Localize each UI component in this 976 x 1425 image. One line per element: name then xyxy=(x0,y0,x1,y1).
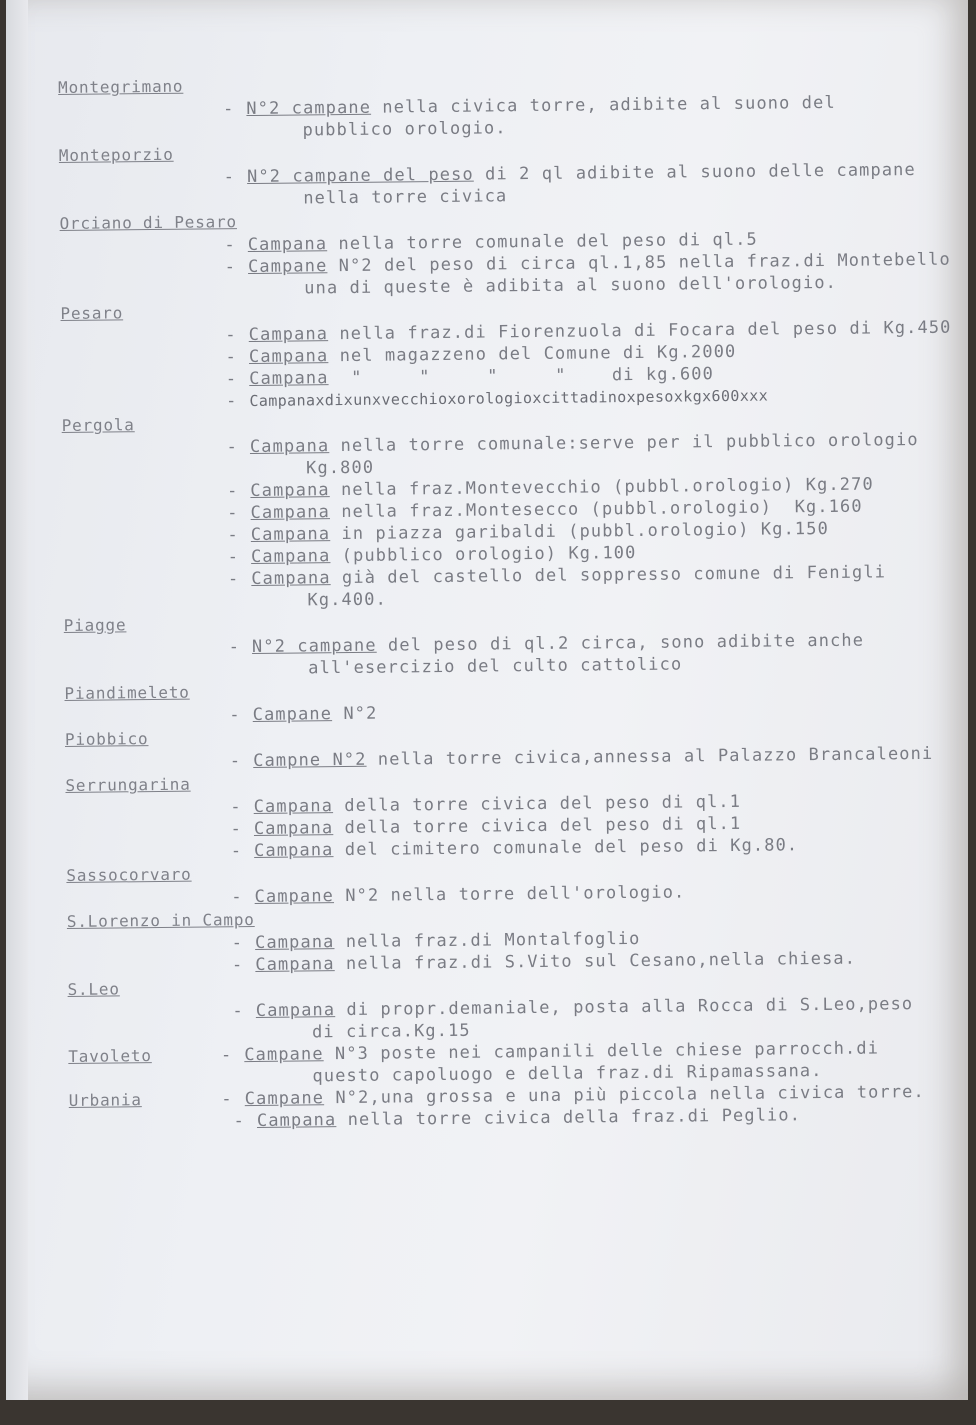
entry-keyword: Campane xyxy=(244,1088,325,1110)
list-item xyxy=(64,672,974,728)
entry-keyword: Campana xyxy=(249,368,329,390)
place-name: Pergola xyxy=(61,415,135,435)
list-item xyxy=(58,66,969,144)
entry-keyword: Campana xyxy=(253,796,334,817)
dash-marker: - xyxy=(227,525,239,546)
entry-description: del cimitero comunale del peso di Kg.80. xyxy=(333,835,799,861)
entry-continuation: all'esercizio del culto cattolico xyxy=(308,654,683,679)
place-name: Sassocorvaro xyxy=(66,864,192,885)
dash-marker: - xyxy=(228,637,241,658)
place-name: Piobbico xyxy=(64,729,149,749)
place-name: Orciano di Pesaro xyxy=(59,212,237,233)
list-item xyxy=(69,1080,976,1134)
dash-marker: - xyxy=(230,841,243,862)
entry-keyword: Campne N°2 xyxy=(253,749,367,771)
list-item xyxy=(65,718,975,774)
dash-marker: - xyxy=(220,1045,233,1066)
entry-description: di propr.demaniale, posta alla Rocca di S.Leo,peso xyxy=(335,994,914,1021)
dash-marker: - xyxy=(233,1111,246,1132)
entry-description: N°2,una grossa e una più piccola nella civica torre. xyxy=(323,1081,925,1109)
entry-description: (pubblico orologio) Kg.100 xyxy=(330,542,637,567)
dash-marker: - xyxy=(226,481,239,502)
entry-keyword: Campana xyxy=(249,436,330,458)
entry-description: nel magazzeno del Comune di Kg.2000 xyxy=(328,341,737,367)
entry-description: nella fraz.di Montalfoglio xyxy=(334,928,641,953)
entry-description: nella fraz.Montevecchio (pubbl.orologio) Kg.270 xyxy=(329,474,874,501)
list-item xyxy=(62,404,974,614)
dash-marker: - xyxy=(221,1089,233,1110)
entry-keyword: Campana xyxy=(255,1000,336,1021)
entry-continuation: Kg.400. xyxy=(307,589,387,611)
entry-description: nella fraz.Montesecco (pubbl.orologio) Kg.160 xyxy=(329,496,863,523)
place-name: S.Leo xyxy=(67,979,120,999)
entry-description: " " " " di kg.600 xyxy=(328,364,715,389)
entry-keyword: Campane xyxy=(247,256,328,278)
entry-description: nella torre comunale:serve per il pubblico orologio xyxy=(329,430,919,457)
entry-continuation: pubblico orologio. xyxy=(302,118,507,141)
dash-marker: - xyxy=(227,547,240,568)
dash-marker: - xyxy=(225,325,237,346)
dash-marker: - xyxy=(229,705,241,726)
list-item xyxy=(67,900,976,978)
entry-keyword: Campana xyxy=(250,524,331,546)
entry-continuation: di circa.Kg.15 xyxy=(311,1020,471,1043)
entry-keyword: N°2 campane xyxy=(251,635,377,657)
dash-marker: - xyxy=(227,569,240,590)
dash-marker: - xyxy=(226,437,239,458)
list-item xyxy=(60,292,971,414)
entry-description: nella fraz.di Fiorenzuola di Focara del peso di Kg.450 xyxy=(327,317,952,345)
entry-description: nella fraz.di S.Vito sul Cesano,nella chiesa. xyxy=(334,948,857,975)
dash-marker: - xyxy=(227,503,239,524)
dash-marker: - xyxy=(232,1001,244,1022)
dash-marker: - xyxy=(231,955,244,976)
dash-marker: - xyxy=(225,347,238,368)
place-name: Urbania xyxy=(68,1090,142,1110)
entry-keyword: Campana xyxy=(254,932,335,953)
entry-keyword: Campana xyxy=(247,234,328,256)
entry-keyword: Campana xyxy=(250,480,330,502)
entry-keyword: Campana xyxy=(251,568,331,590)
dash-marker: - xyxy=(229,751,242,772)
entry-keyword: Campane xyxy=(244,1044,324,1066)
entry-description: di 2 ql adibite al suono delle campane xyxy=(473,160,916,185)
paper-fold xyxy=(6,0,28,1400)
list-item xyxy=(64,604,975,682)
place-name: S.Lorenzo in Campo xyxy=(66,909,255,931)
entry-description: N°3 poste nei campanili delle chiese parrocch.di xyxy=(323,1038,880,1065)
place-name: Piandimeleto xyxy=(64,682,190,703)
entry-keyword: Campana xyxy=(254,840,334,861)
list-item xyxy=(59,202,970,302)
dash-marker: - xyxy=(223,167,236,188)
list-item xyxy=(66,854,976,910)
entry-continuation: nella torre civica xyxy=(303,186,508,209)
dash-marker: - xyxy=(225,369,238,390)
entry-continuation: Kg.800 xyxy=(306,457,375,479)
entry-continuation: una di queste è adibita al suono dell'orologio. xyxy=(304,272,838,299)
typed-list xyxy=(58,66,976,1133)
dash-marker: - xyxy=(231,887,243,908)
entry-description: nella torre comunale del peso di ql.5 xyxy=(327,229,758,255)
list-item xyxy=(65,764,976,864)
entry-keyword: Campana xyxy=(248,346,329,368)
entry-keyword: Campana xyxy=(255,954,335,975)
entry-keyword: Campana xyxy=(253,818,334,839)
entry-description: della torre civica del peso di ql.1 xyxy=(332,791,742,817)
entry-description: N°2 nella torre dell'orologio. xyxy=(333,882,686,907)
entry-keyword: N°2 campane del peso xyxy=(246,164,474,188)
place-name: Monteporzio xyxy=(58,144,174,165)
list-item xyxy=(67,968,976,1046)
entry-continuation: questo capoluogo e della fraz.di Ripamassana. xyxy=(312,1061,823,1087)
place-name: Piagge xyxy=(63,615,127,635)
entry-keyword: Campane xyxy=(252,704,333,725)
dash-marker: - xyxy=(230,797,242,818)
entry-keyword: N°2 campane xyxy=(246,97,372,120)
dash-marker: - xyxy=(231,933,244,954)
entry-description: già del castello del soppresso comune di Fenigli xyxy=(330,562,887,589)
entry-keyword: Campana xyxy=(248,324,329,346)
entry-keyword: Campana xyxy=(250,502,331,524)
paper-sheet xyxy=(6,0,968,1400)
list-item xyxy=(59,134,970,212)
entry-description: nella civica torre, adibite al suono del xyxy=(370,92,836,118)
dash-marker: - xyxy=(225,391,238,412)
dash-marker: - xyxy=(224,257,237,278)
entry-description: in piazza garibaldi (pubbl.orologio) Kg.150 xyxy=(330,518,829,545)
dash-marker: - xyxy=(222,99,235,120)
dash-marker: - xyxy=(224,235,236,256)
place-name: Serrungarina xyxy=(65,774,191,795)
entry-keyword: Campana xyxy=(256,1110,337,1131)
entry-keyword: Campane xyxy=(254,886,335,907)
entry-description: nella torre civica della fraz.di Peglio. xyxy=(336,1105,802,1131)
entry-description: nella torre civica,annessa al Palazzo Brancaleoni xyxy=(366,743,934,770)
place-name: Pesaro xyxy=(60,303,124,323)
entry-description: del peso di ql.2 circa, sono adibite anche xyxy=(376,630,865,656)
place-name: Tavoleto xyxy=(68,1046,152,1066)
entry-keyword: Campana xyxy=(250,546,331,568)
entry-description: della torre civica del peso di ql.1 xyxy=(333,813,742,839)
entry-description: Campanaxdixunxvecchioxorologioxcittadinoxpesoxkgx600xxx xyxy=(249,386,769,411)
entry-description: N°2 xyxy=(331,703,378,725)
entry-description: N°2 del peso di circa ql.1,85 nella fraz.di Montebello xyxy=(327,249,951,277)
dash-marker: - xyxy=(230,819,243,840)
place-name: Montegrimano xyxy=(58,76,184,97)
